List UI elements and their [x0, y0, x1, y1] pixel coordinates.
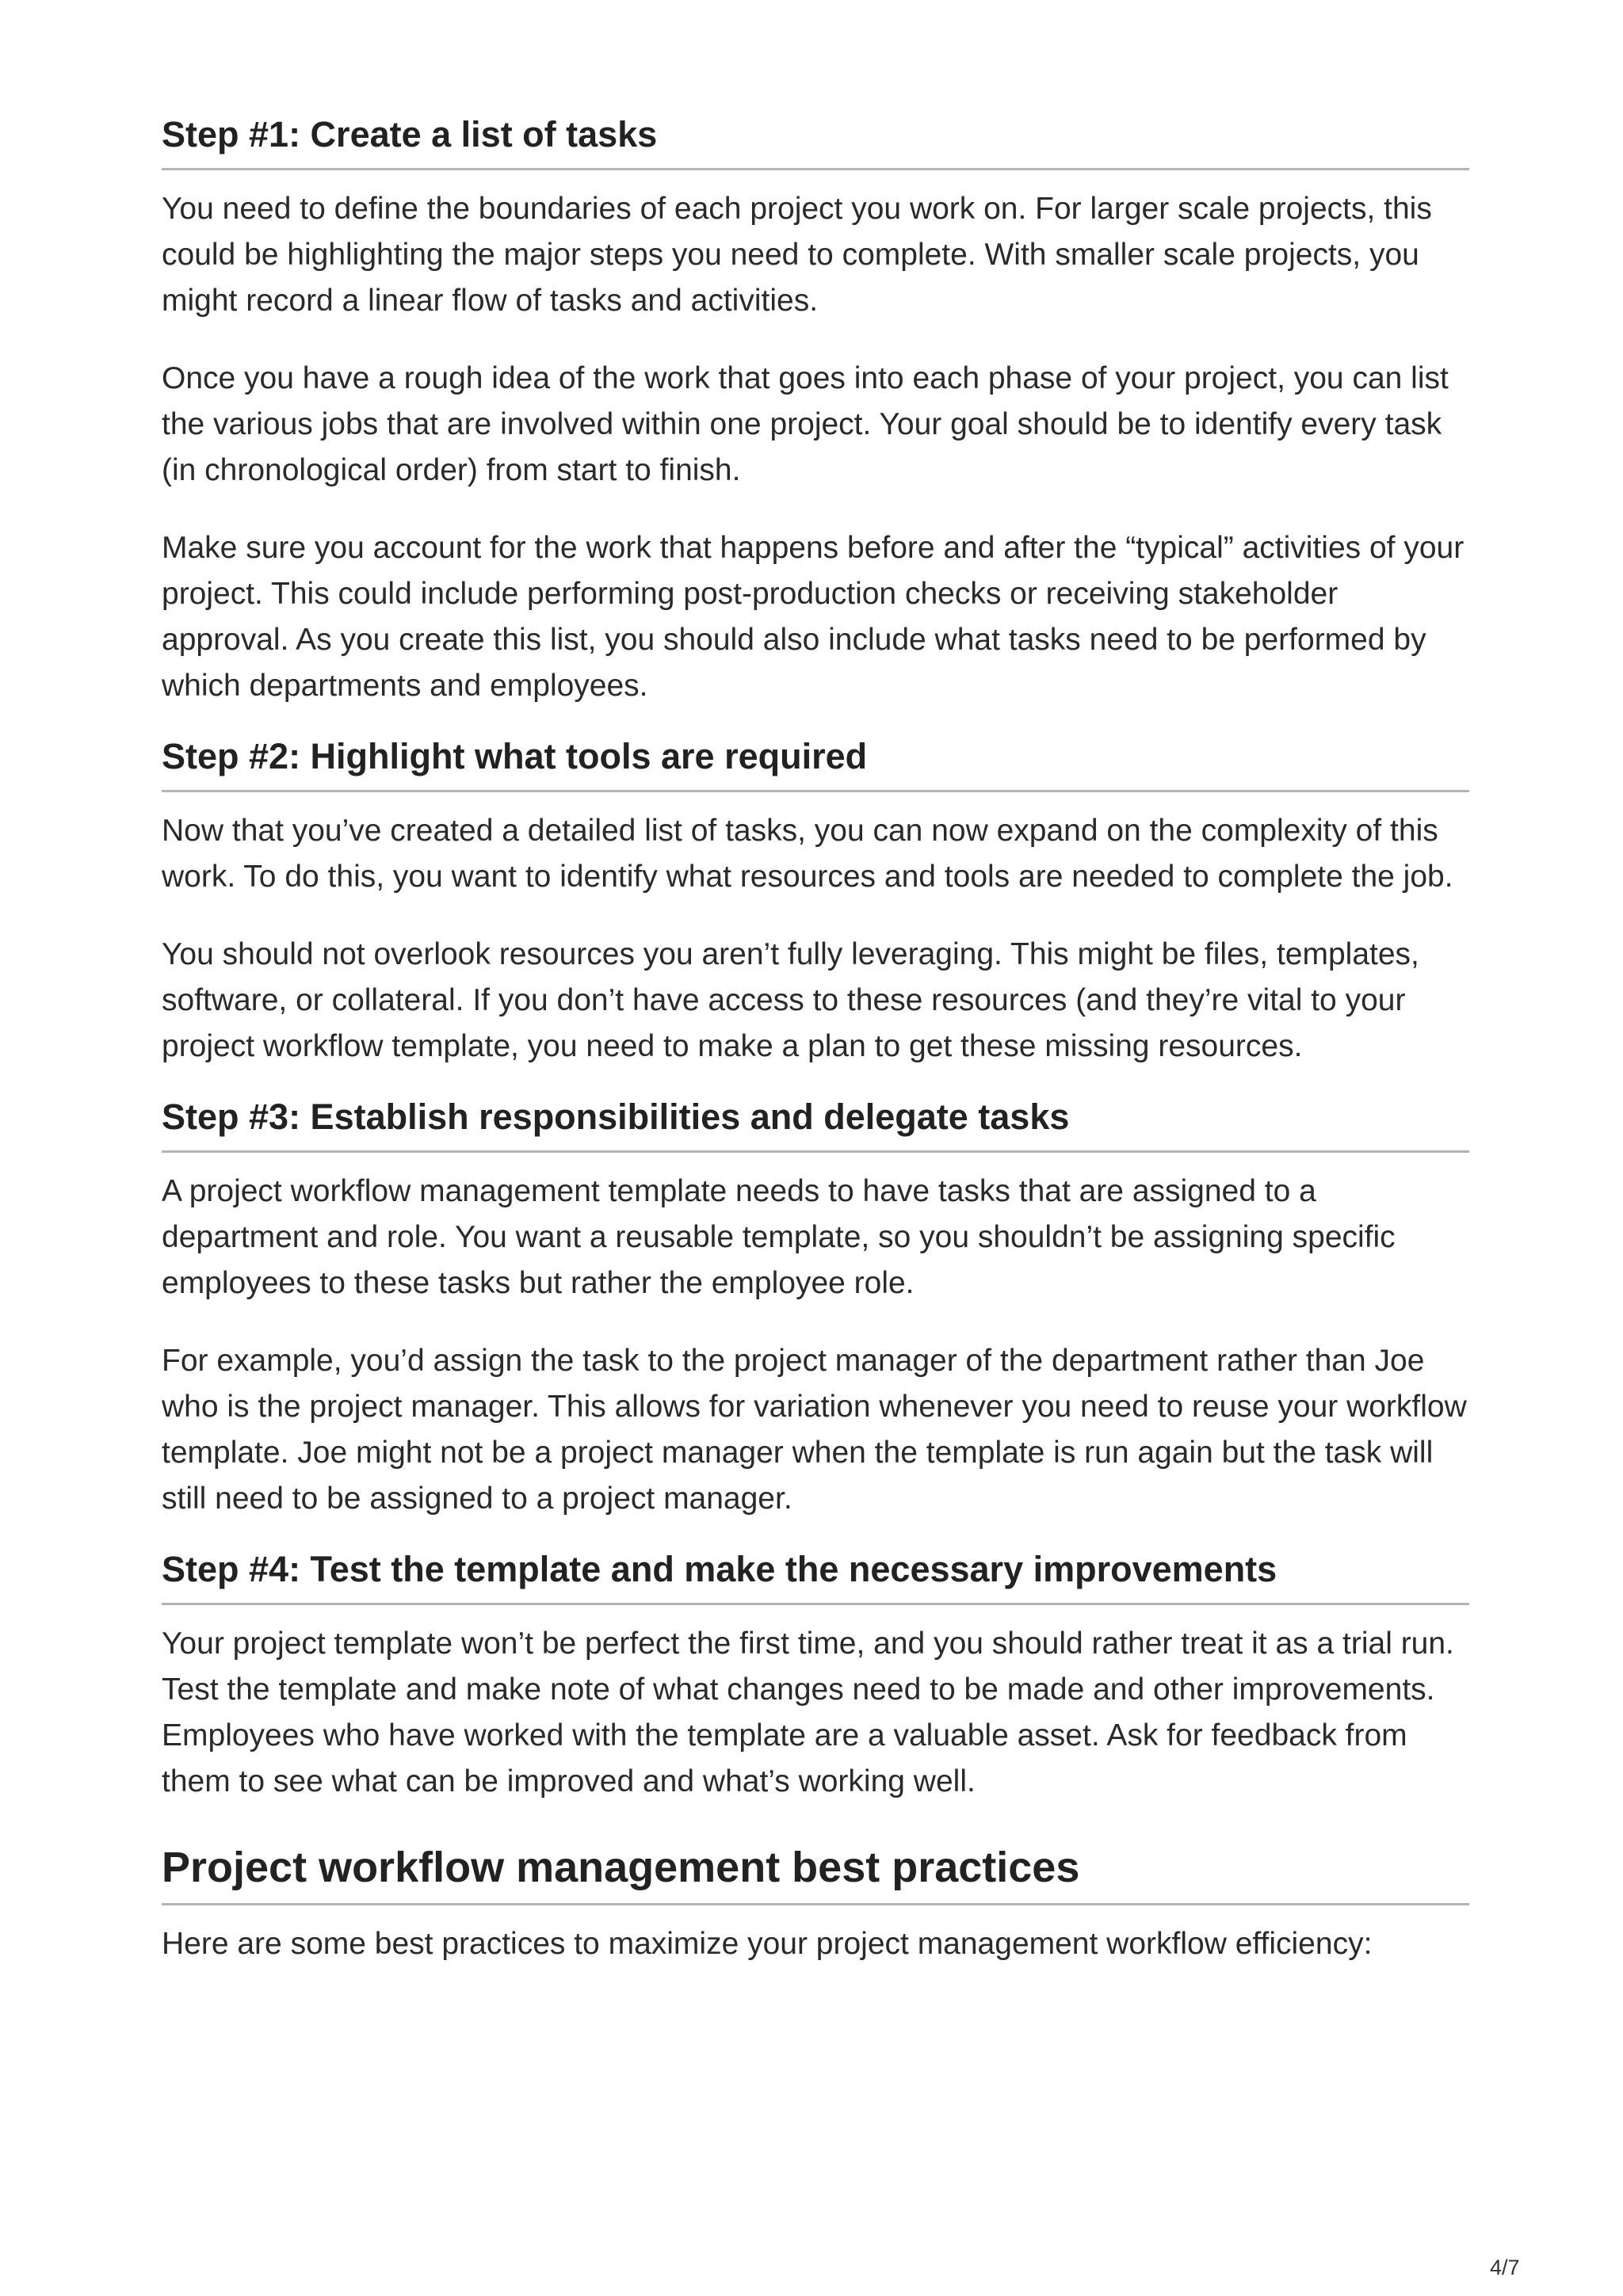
best-practices-intro: Here are some best practices to maximize your project management workflow efficiency: [162, 1927, 1373, 1961]
step-1-paragraph-2: Once you have a rough idea of the work that goes into each phase of your project, you can list the various jobs that are involved within one project. Your goal should be to identify every task (in chronological order) from start to finish. [162, 361, 1449, 487]
page-number: 4/7 [1490, 2256, 1520, 2279]
step-1-section [162, 109, 1469, 709]
step-4-paragraph-1: Your project template won’t be perfect the first time, and you should rather treat it as a trial run. Test the template and make note of what changes need to be made and other improvements. Employees who have worked with the template are a valuable asset. Ask for feedback from them to see what can be improved and what’s working well. [162, 1627, 1454, 1798]
step-3-heading: Step #3: Establish responsibilities and delegate tasks [162, 1092, 1469, 1153]
section-spacer [162, 1827, 1469, 1840]
best-practices-section [162, 1840, 1469, 1967]
step-3-paragraph-1: A project workflow management template needs to have tasks that are assigned to a department and role. You want a reusable template, so you shouldn’t be assigning specific employees to these tasks but rather the employee role. [162, 1174, 1396, 1300]
step-2-heading: Step #2: Highlight what tools are required [162, 731, 1469, 792]
step-2-paragraph-2: You should not overlook resources you aren’t fully leveraging. This might be files, templates, software, or collateral. If you don’t have access to these resources (and they’re vital to your project workflow template, you need to make a plan to get these missing resources. [162, 937, 1419, 1063]
step-1-paragraph-3: Make sure you account for the work that happens before and after the “typical” activities of your project. This could include performing post-production checks or receiving stakeholder approval. As you create this list, you should also include what tasks need to be performed by which departments and employees. [162, 531, 1465, 703]
best-practices-heading: Project workflow management best practices [162, 1840, 1469, 1905]
step-1-heading: Step #1: Create a list of tasks [162, 109, 1469, 170]
step-1-paragraph-1: You need to define the boundaries of each project you work on. For larger scale projects, this could be highlighting the major steps you need to complete. With smaller scale projects, you might record a linear flow of tasks and activities. [162, 192, 1432, 318]
step-2-section [162, 731, 1469, 1070]
step-3-paragraph-2: For example, you’d assign the task to the project manager of the department rather than Joe who is the project manager. This allows for variation whenever you need to reuse your workflow template. Joe might not be a project manager when the template is run again but the task will still need to be assigned to a project manager. [162, 1344, 1467, 1516]
article-content [162, 109, 1469, 1989]
step-4-heading: Step #4: Test the template and make the necessary improvements [162, 1544, 1469, 1605]
step-2-paragraph-1: Now that you’ve created a detailed list of tasks, you can now expand on the complexity of this work. To do this, you want to identify what resources and tools are needed to complete the job. [162, 814, 1453, 894]
step-3-section [162, 1092, 1469, 1522]
step-4-section [162, 1544, 1469, 1805]
